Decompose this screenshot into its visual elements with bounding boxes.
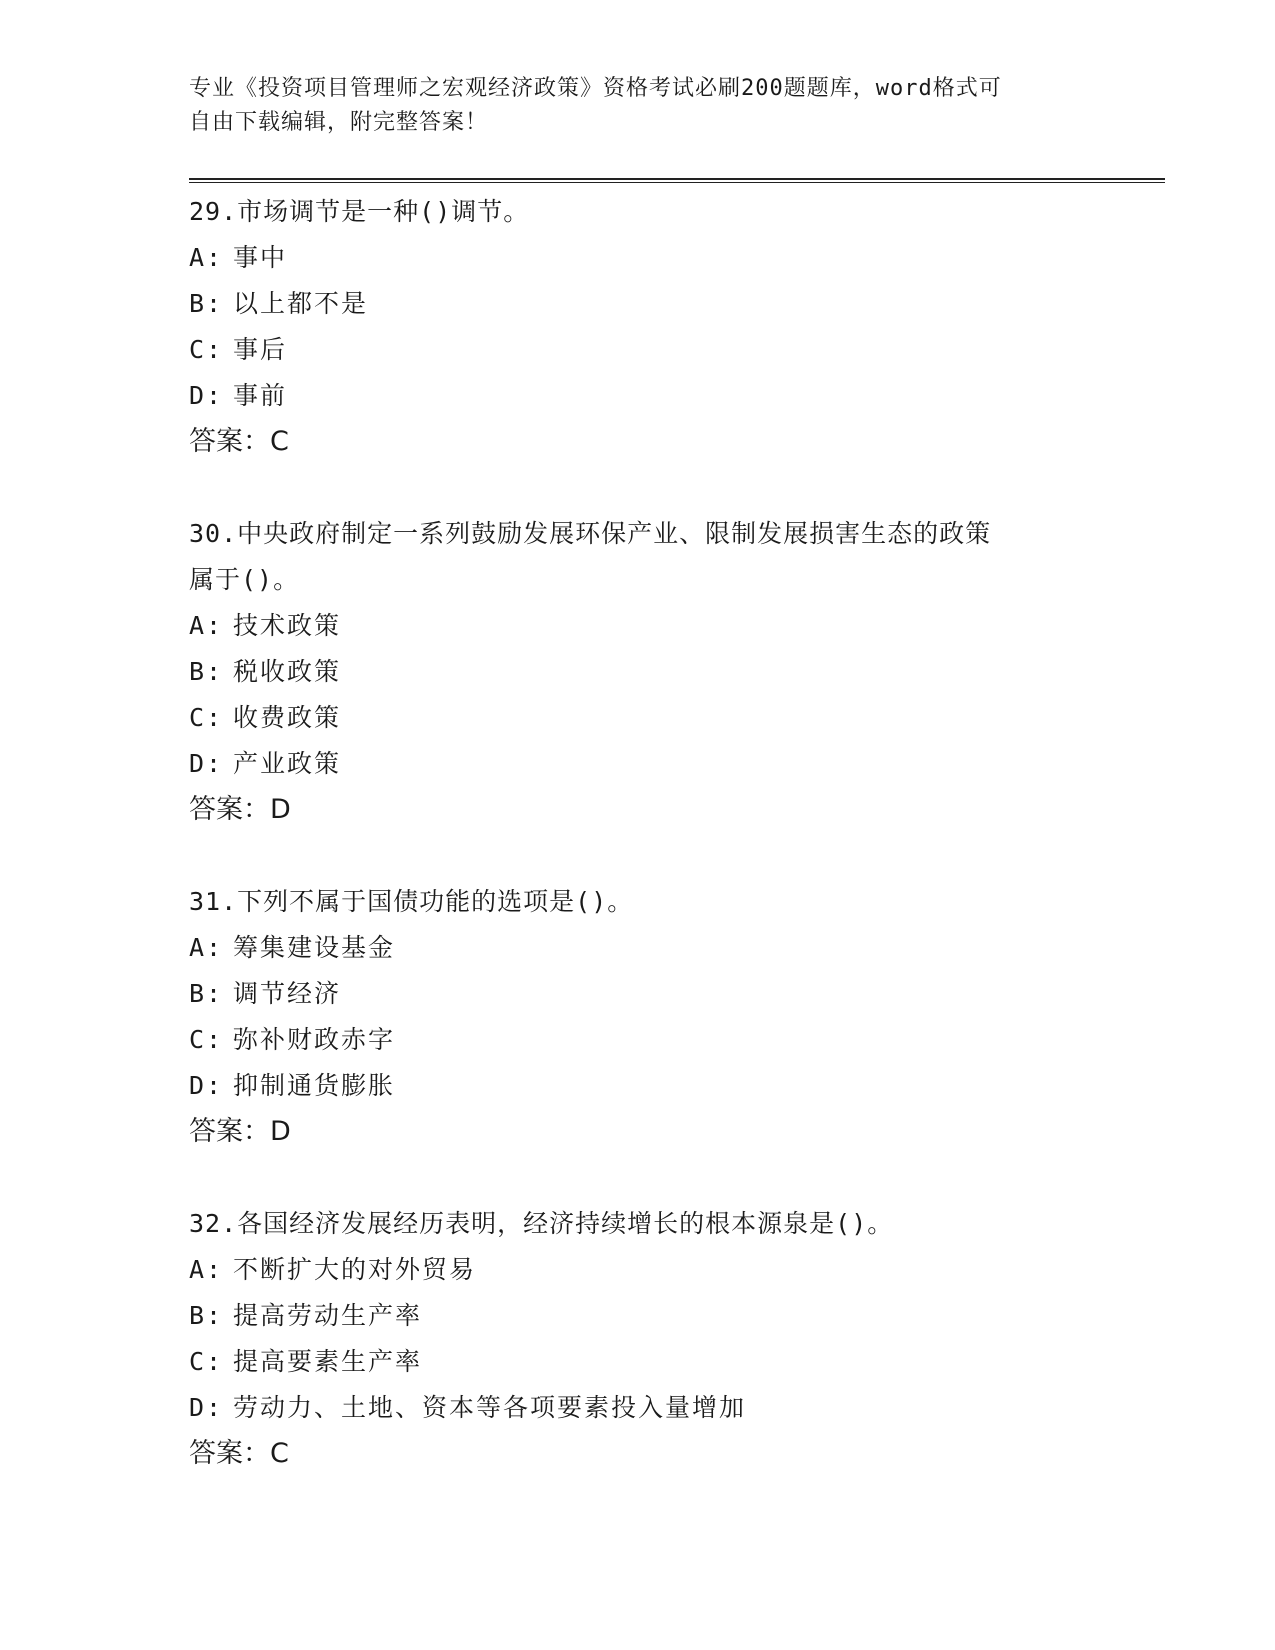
question-stem: 31.下列不属于国债功能的选项是()。 — [189, 887, 634, 916]
option-a — [189, 1247, 1089, 1293]
header-divider — [189, 178, 1165, 183]
option-text: 技术政策 — [233, 611, 342, 640]
option-letter: C: — [189, 1025, 224, 1054]
question-stem: 32.各国经济发展经历表明，经济持续增长的根本源泉是()。 — [189, 1209, 894, 1238]
option-letter: C: — [189, 335, 224, 364]
option-letter: A: — [189, 611, 224, 640]
question-stem: 29.市场调节是一种()调节。 — [189, 197, 530, 226]
option-letter: A: — [189, 1255, 224, 1284]
question-31 — [189, 879, 1089, 1155]
option-b — [189, 971, 1089, 1017]
option-text: 抑制通货膨胀 — [233, 1071, 396, 1100]
option-b — [189, 649, 1089, 695]
answer-line: 答案：D — [189, 794, 291, 825]
option-letter: B: — [189, 1301, 224, 1330]
option-letter: D: — [189, 1071, 224, 1100]
option-c — [189, 695, 1089, 741]
question-32 — [189, 1201, 1089, 1477]
option-text: 以上都不是 — [233, 289, 369, 318]
question-list — [189, 189, 1089, 1523]
header-line-1: 专业《投资项目管理师之宏观经济政策》资格考试必刷200题题库，word格式可 — [189, 76, 1002, 101]
option-d — [189, 1385, 1089, 1431]
option-d — [189, 741, 1089, 787]
option-letter: B: — [189, 657, 224, 686]
option-text: 提高要素生产率 — [233, 1347, 423, 1376]
option-a — [189, 603, 1089, 649]
option-c — [189, 327, 1089, 373]
option-letter: D: — [189, 1393, 224, 1422]
option-text: 提高劳动生产率 — [233, 1301, 423, 1330]
option-a — [189, 235, 1089, 281]
option-letter: D: — [189, 749, 224, 778]
option-text: 劳动力、土地、资本等各项要素投入量增加 — [233, 1393, 747, 1422]
option-text: 事中 — [233, 243, 288, 272]
option-text: 事前 — [233, 381, 288, 410]
answer-line: 答案：C — [189, 426, 289, 457]
question-30 — [189, 511, 1089, 833]
option-a — [189, 925, 1089, 971]
option-text: 筹集建设基金 — [233, 933, 396, 962]
option-text: 税收政策 — [233, 657, 342, 686]
option-text: 收费政策 — [233, 703, 342, 732]
option-letter: A: — [189, 243, 224, 272]
option-text: 弥补财政赤字 — [233, 1025, 396, 1054]
option-letter: B: — [189, 979, 224, 1008]
option-letter: C: — [189, 703, 224, 732]
option-letter: A: — [189, 933, 224, 962]
option-text: 事后 — [233, 335, 288, 364]
question-29 — [189, 189, 1089, 465]
document-header — [189, 72, 1089, 140]
option-c — [189, 1339, 1089, 1385]
option-text: 调节经济 — [233, 979, 342, 1008]
option-b — [189, 281, 1089, 327]
option-text: 不断扩大的对外贸易 — [233, 1255, 477, 1284]
option-letter: C: — [189, 1347, 224, 1376]
option-letter: B: — [189, 289, 224, 318]
question-stem-continued: 属于()。 — [189, 565, 300, 594]
option-text: 产业政策 — [233, 749, 342, 778]
option-letter: D: — [189, 381, 224, 410]
option-d — [189, 373, 1089, 419]
option-b — [189, 1293, 1089, 1339]
answer-line: 答案：C — [189, 1438, 289, 1469]
answer-line: 答案：D — [189, 1116, 291, 1147]
header-line-2: 自由下载编辑，附完整答案！ — [189, 110, 489, 135]
option-c — [189, 1017, 1089, 1063]
option-d — [189, 1063, 1089, 1109]
question-stem: 30.中央政府制定一系列鼓励发展环保产业、限制发展损害生态的政策 — [189, 519, 992, 548]
